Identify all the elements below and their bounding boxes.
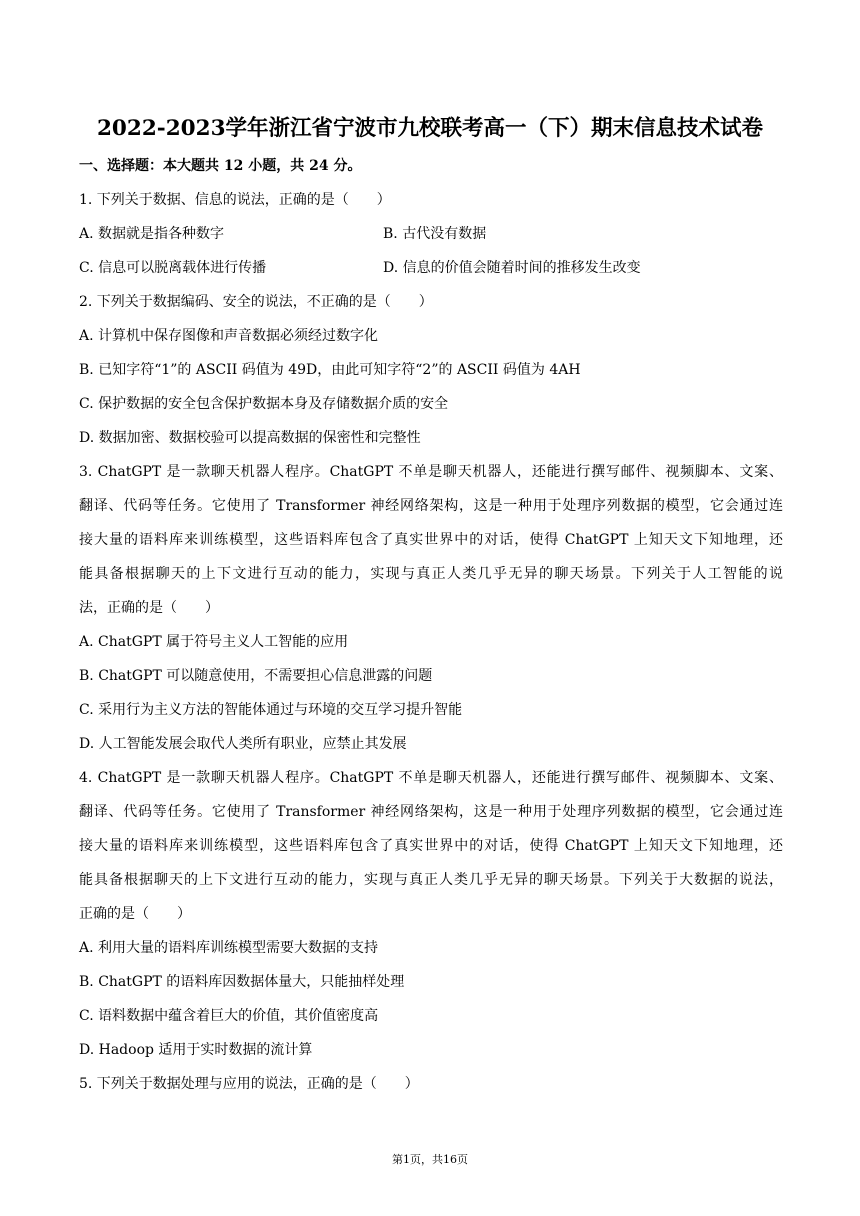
question-1-option-a: A. 数据就是指各种数字 — [79, 226, 225, 242]
question-3-stem-line: 3. ChatGPT 是一款聊天机器人程序。ChatGPT 不单是聊天机器人，还能进行撰写邮件、视频脚本、文案、 — [79, 464, 783, 480]
question-4-stem-line: 能具备根据聊天的上下文进行互动的能力，实现与真正人类几乎无异的聊天场景。下列关于大数据的说法， — [79, 872, 783, 888]
question-3-option-c: C. 采用行为主义方法的智能体通过与环境的交互学习提升智能 — [79, 702, 463, 718]
question-2-option-b: B. 已知字符“1”的 ASCII 码值为 49D，由此可知字符“2”的 ASCII 码值为 4AH — [79, 362, 581, 378]
question-5-stem: 5. 下列关于数据处理与应用的说法，正确的是（ ） — [79, 1076, 419, 1092]
question-3-stem-line: 能具备根据聊天的上下文进行互动的能力，实现与真正人类几乎无异的聊天场景。下列关于人工智能的说 — [79, 566, 783, 582]
question-3-option-a: A. ChatGPT 属于符号主义人工智能的应用 — [79, 634, 349, 650]
question-2-option-d: D. 数据加密、数据校验可以提高数据的保密性和完整性 — [79, 430, 421, 446]
question-4-option-a: A. 利用大量的语料库训练模型需要大数据的支持 — [79, 940, 379, 956]
question-4-stem-line: 正确的是（ ） — [79, 906, 191, 922]
page-footer: 第1页，共16页 — [392, 1153, 468, 1166]
question-3-stem-line: 法，正确的是（ ） — [79, 600, 219, 616]
question-4-stem-line: 翻译、代码等任务。它使用了 Transformer 神经网络架构，这是一种用于处理序列数据的模型，它会通过连 — [79, 804, 783, 820]
question-3-option-d: D. 人工智能发展会取代人类所有职业，应禁止其发展 — [79, 736, 407, 752]
question-3-stem-line: 接大量的语料库来训练模型，这些语料库包含了真实世界中的对话，使得 ChatGPT 上知天文下知地理，还 — [79, 532, 783, 548]
question-4-stem-line: 接大量的语料库来训练模型，这些语料库包含了真实世界中的对话，使得 ChatGPT 上知天文下知地理，还 — [79, 838, 783, 854]
question-2-option-c: C. 保护数据的安全包含保护数据本身及存储数据介质的安全 — [79, 396, 449, 412]
question-4-option-c: C. 语料数据中蕴含着巨大的价值，其价值密度高 — [79, 1008, 379, 1024]
question-2-option-a: A. 计算机中保存图像和声音数据必须经过数字化 — [79, 328, 379, 344]
question-2-stem: 2. 下列关于数据编码、安全的说法，不正确的是（ ） — [79, 294, 433, 310]
question-4-option-d: D. Hadoop 适用于实时数据的流计算 — [79, 1042, 313, 1058]
question-1-option-d: D. 信息的价值会随着时间的推移发生改变 — [383, 260, 641, 276]
question-4-option-b: B. ChatGPT 的语料库因数据体量大，只能抽样处理 — [79, 974, 405, 990]
question-4-stem-line: 4. ChatGPT 是一款聊天机器人程序。ChatGPT 不单是聊天机器人，还能进行撰写邮件、视频脚本、文案、 — [79, 770, 783, 786]
page-title: 2022-2023学年浙江省宁波市九校联考高一（下）期末信息技术试卷 — [96, 116, 764, 141]
question-1-option-b: B. 古代没有数据 — [383, 226, 487, 242]
question-3-option-b: B. ChatGPT 可以随意使用，不需要担心信息泄露的问题 — [79, 668, 433, 684]
section-heading: 一、选择题：本大题共 12 小题，共 24 分。 — [79, 158, 362, 174]
question-1-stem: 1. 下列关于数据、信息的说法，正确的是（ ） — [79, 192, 391, 208]
question-1-option-c: C. 信息可以脱离载体进行传播 — [79, 260, 267, 276]
question-3-stem-line: 翻译、代码等任务。它使用了 Transformer 神经网络架构，这是一种用于处理序列数据的模型，它会通过连 — [79, 498, 783, 514]
